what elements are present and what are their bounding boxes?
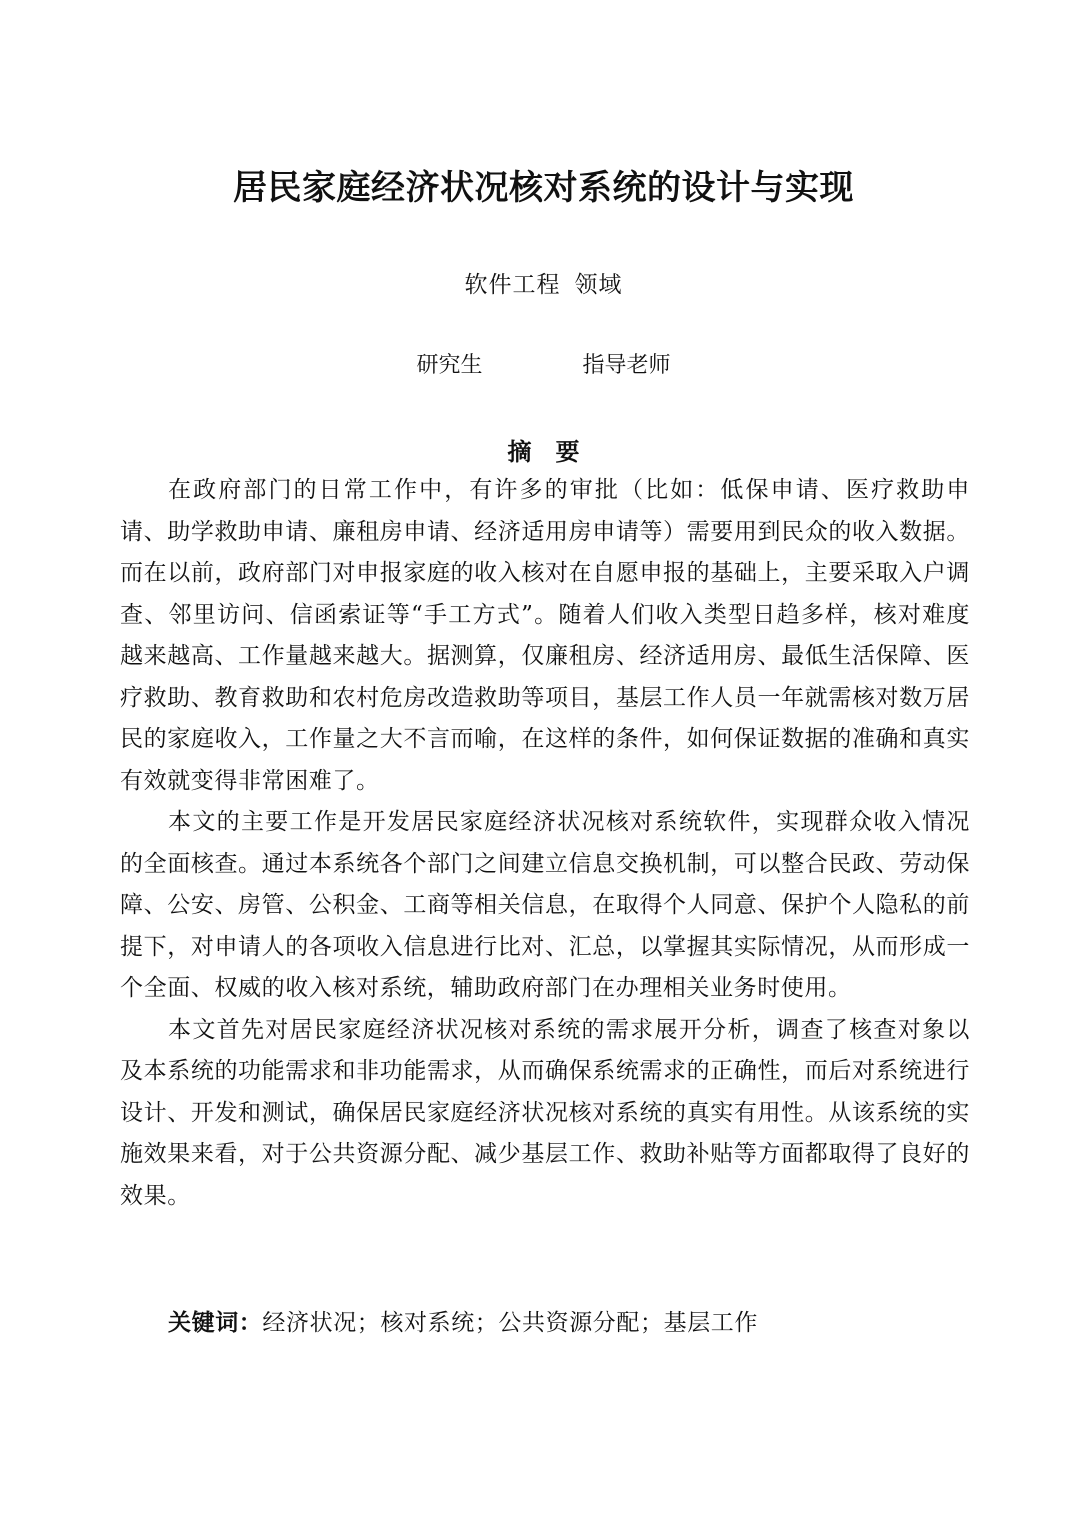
abstract-paragraph: 本文首先对居民家庭经济状况核对系统的需求展开分析，调查了核查对象以及本系统的功能需求和非功能需求，从而确保系统需求的正确性，而后对系统进行设计、开发和测试，确保居民家庭经济状况核对系统的真实有用性。从该系统的实施效果来看，对于公共资源分配、减少基层工作、救助补贴等方面都取得了良好的效果。 xyxy=(120,1016,970,1209)
domain-label: 领域 xyxy=(574,272,623,298)
abstract-paragraph: 本文的主要工作是开发居民家庭经济状况核对系统软件，实现群众收入情况的全面核查。通过本系统各个部门之间建立信息交换机制，可以整合民政、劳动保障、公安、房管、公积金、工商等相关信息，在取得个人同意、保护个人隐私的前提下，对申请人的各项收入信息进行比对、汇总，以掌握其实际情况，从而形成一个全面、权威的收入核对系统，辅助政府部门在办理相关业务时使用。 xyxy=(120,809,970,1001)
student-label: 研究生 xyxy=(416,353,483,378)
keywords-line xyxy=(168,1303,968,1344)
keywords-label: 关键词： xyxy=(168,1310,263,1336)
major-name: 软件工程 xyxy=(464,272,561,298)
paper-title: 居民家庭经济状况核对系统的设计与实现 xyxy=(233,168,854,208)
abstract-heading: 摘要 xyxy=(507,438,604,466)
advisor-label: 指导老师 xyxy=(582,353,671,378)
authors-line xyxy=(0,348,1087,379)
field-line xyxy=(0,266,1087,299)
abstract-paragraph: 在政府部门的日常工作中，有许多的审批（比如：低保申请、医疗救助申请、助学救助申请、廉租房申请、经济适用房申请等）需要用到民众的收入数据。而在以前，政府部门对申报家庭的收入核对在自愿申报的基础上，主要采取入户调查、邻里访问、信函索证等“手工方式”。随着人们收入类型日趋多样，核对难度越来越高、工作量越来越大。据测算，仅廉租房、经济适用房、最低生活保障、医疗救助、教育救助和农村危房改造救助等项目，基层工作人员一年就需核对数万居民的家庭收入，工作量之大不言而喻，在这样的条件，如何保证数据的准确和真实有效就变得非常困难了。 xyxy=(120,477,970,794)
keywords-text: 经济状况；核对系统；公共资源分配；基层工作 xyxy=(262,1310,759,1336)
abstract-body xyxy=(120,470,970,1217)
